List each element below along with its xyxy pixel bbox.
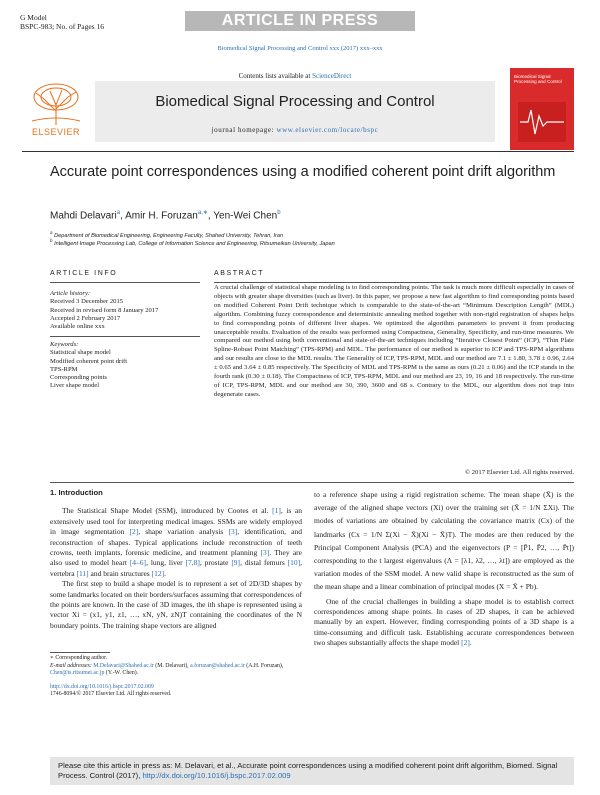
intro-paragraph: The Statistical Shape Model (SSM), introduced by Cootes et al. [1], is an extensively used tool for interpreting medical images. SSMs are widely employed in image segmentation [2], shape variation analysis [3], identification, and reconstruction of shapes. Typical applications include reconstruction of teeth crowns, teeth implants, forensic medicine, and treatment planning [3]. They are also used to model heart [4–6], lung, liver [7,8], prostate [9], distal femurs [10], vertebra [11] and brain structures [12].: [50, 506, 302, 578]
sciencedirect-link[interactable]: ScienceDirect: [312, 72, 352, 80]
article-info-heading: ARTICLE INFO: [50, 270, 118, 277]
citation-link[interactable]: [3]: [260, 548, 270, 558]
issn-line: 1746-8094/© 2017 Elsevier Ltd. All rights reserved.: [50, 691, 172, 698]
abstract-copyright: © 2017 Elsevier Ltd. All rights reserved.: [464, 469, 574, 476]
cite-doi-link[interactable]: http://dx.doi.org/10.1016/j.bspc.2017.02.009: [142, 771, 291, 780]
author-name[interactable]: Amir H. Foruzan: [125, 210, 198, 222]
author-affiliation-mark: a: [116, 210, 121, 216]
journal-homepage: [95, 126, 495, 134]
header-rule: [22, 151, 574, 152]
homepage-link[interactable]: www.elsevier.com/locate/bspc: [276, 126, 379, 134]
author-affiliation-mark: a,∗: [197, 210, 208, 216]
body-left-column: [50, 488, 302, 643]
article-in-press-banner: ARTICLE IN PRESS: [185, 11, 415, 31]
journal-cover-thumbnail[interactable]: [510, 68, 574, 150]
history-item: Accepted 2 February 2017: [50, 314, 121, 322]
info-rule: [50, 282, 200, 283]
affiliation: $^b$ Intelligent Image Processing Lab, College of Information Science and Engineering, Ritsumeikan University, Japan: [50, 238, 335, 247]
keyword: Modified coherent point drift: [50, 357, 128, 365]
keywords-rule: [50, 336, 200, 337]
cite-this-article-box: [50, 757, 574, 785]
keywords-list: [50, 341, 190, 391]
homepage-label: journal homepage:: [211, 126, 275, 134]
abstract-rule: [214, 282, 574, 283]
article-history: [50, 290, 190, 331]
section-heading: 1. Introduction: [50, 488, 103, 497]
contents-prefix: Contents lists available at: [238, 72, 311, 80]
intro-paragraph: One of the crucial challenges in building a shape model is to establish correct correspondences among shape points. In cases of 2D shapes, it can be achieved manually by an expert. However, finding corresponding points of a 3D shape is a time-consuming and difficult task. Establishing accurate correspondences between two shapes substantially affects the shape model [2].: [314, 596, 574, 648]
author-name[interactable]: Mahdi Delavari: [50, 210, 117, 222]
citation-link[interactable]: [2]: [461, 638, 470, 648]
citation-link[interactable]: [9]: [231, 558, 241, 568]
journal-citation-line[interactable]: Biomedical Signal Processing and Control xxx (2017) xxx–xxx: [217, 45, 383, 52]
abstract-text: A crucial challenge of statistical shape modeling is to find corresponding points. The task is much more difficult especially in cases of objects with greater shape diversities (such as liver). In this paper, we propose a new fast algorithm to find corresponding points based on modified Coherent Point Drift technique which is comparable to the state-of-the-art “Minimum Description Length” (MDL) algorithm. Combining fuzzy correspondence and deterministic annealing method together with non-rigid registration of shapes helps to find corresponding points of different liver shapes. We optimized the algorithm parameters to prevent it from producing unacceptable results. Evaluation of the results was performed using Compactness, Generality, Specificity, and run-time measures. We compared our method using both conventional and state-of-the-art techniques including “Iterative Closest Point” (ICP), “Thin Plate Spline-Robust Point Matching” (TPS-RPM) and MDL. The performance of our method is superior to ICP and TPS-RPM algorithms and our results are close to the MDL results. The Generality of ICP, TPS-RPM, MDL and our method are 7.1 ± 1.80, 3.78 ± 0.96, 2.64 ± 0.65 and 3.64 ± 0.85 respectively. The Specificity of MDL and TPS-RPM is the same as ours (0.21 ± 0.06) and the ICP stands in the fourth rank (0.30 ± 0.18). The Compactness of ICP, TPS-RPM, MDL and our method are 23, 19, 16 and 18 respectively. The run-time of ICP, TPS-RPM, MDL and our method are 30, 390, 3600 and 68 s. Contrary to the MDL, our algorithm does not trap into degenerate cases.: [214, 284, 574, 398]
intro-continued: to a reference shape using a rigid registration scheme. The mean shape (X̄) is the average of the aligned shape vectors (Xi) over the training set (X̄ = 1/N ΣXi). The modes of variations are obtained by calculating the covariance matrix (Cx) of the landmarks (Cx = 1/N Σ(Xi − X̄)(Xi − X̄)T). The modes are then reduced by the Principal Component Analysis (PCA) and the eigenvectors (P = [P̄1, P̄2, …, P̄t]) corresponding to the t largest eigenvalues (Λ = [λ1, λ2, …, λt]) are employed as the variation modes of the SSM model. A new valid shape is reconstructed as the sum of the mean shape and a linear combination of principal modes (X = X̄ + Pb).: [314, 490, 574, 592]
keyword: Corresponding points: [50, 374, 107, 382]
citation-link[interactable]: [1]: [272, 506, 281, 516]
history-item: Available online xxx: [50, 323, 105, 331]
keyword: Statistical shape model: [50, 349, 111, 357]
history-label: Article history:: [50, 290, 91, 297]
journal-name[interactable]: Biomedical Signal Processing and Control: [155, 93, 435, 110]
doi-link[interactable]: http://dx.doi.org/10.1016/j.bspc.2017.02.009: [50, 683, 154, 690]
citation-link[interactable]: [7,8]: [185, 558, 200, 568]
keyword: Liver shape model: [50, 382, 100, 390]
keywords-label: Keywords:: [50, 341, 79, 348]
cover-waveform-icon: [518, 102, 566, 142]
history-item: Received 3 December 2015: [50, 298, 124, 306]
citation-link[interactable]: [11]: [76, 568, 89, 578]
author-name[interactable]: Yen-Wei Chen: [213, 210, 278, 222]
contents-line: [95, 72, 495, 80]
cite-text: Please cite this article in press as: M. Delavari, et al., Accurate point correspondences using a modified coherent point drift algorithm, Biomed. Signal Process. Control (2017),: [58, 761, 558, 780]
citation-link[interactable]: [10]: [287, 558, 301, 568]
citation-link[interactable]: [4–6]: [129, 558, 147, 568]
abstract-heading: ABSTRACT: [214, 270, 265, 277]
keyword: TPS-RPM: [50, 365, 78, 373]
email-link[interactable]: M.Delavari@Shahed.ac.ir: [93, 662, 154, 669]
article-code: [20, 13, 104, 31]
citation-link[interactable]: [12]: [151, 568, 165, 578]
pages-label: BSPC-983; No. of Pages 16: [20, 22, 104, 31]
elsevier-tree-logo: [22, 81, 90, 126]
cover-title: Biomedical Signal Processing and Control: [514, 74, 562, 85]
gmodel-label: G Model: [20, 13, 47, 22]
affiliation: $^a$ Department of Biomedical Engineering, Engineering Faculty, Shahed University, Tehran, Iran: [50, 230, 284, 239]
intro-paragraph: The first step to build a shape model is to represent a set of 2D/3D shapes by some landmarks located on their borders/surfaces assuming that correspondences of the points are known. In the case of 3D images, the ith shape is represented using a vector Xi = (x1, y1, z1, …, xN, yN, zN)T containing the coordinates of the N boundary points. The training shape vectors are aligned: [50, 579, 302, 630]
corresponding-note: ∗ Corresponding author.: [50, 655, 108, 661]
citation-link[interactable]: [2]: [129, 527, 139, 537]
abstract-bottom-rule: [50, 482, 574, 483]
elsevier-wordmark: ELSEVIER: [31, 127, 81, 137]
article-title: Accurate point correspondences using a modified coherent point drift algorithm: [50, 164, 556, 180]
history-item: Received in revised form 8 January 2017: [50, 306, 159, 314]
footnotes: [50, 655, 302, 699]
footnote-rule: [50, 652, 110, 653]
email-link[interactable]: a.foruzan@shahed.ac.ir: [190, 662, 245, 669]
citation-link[interactable]: [3]: [228, 527, 238, 537]
email-link[interactable]: Chen@is.ritsumei.ac.jp: [50, 670, 105, 677]
author-affiliation-mark: b: [277, 210, 281, 216]
body-right-column: [314, 488, 574, 750]
email-addresses: E-mail addresses: M.Delavari@Shahed.ac.ir (M. Delavari), a.foruzan@shahed.ac.ir (A.H. Foruzan), Chen@is.ritsumei.ac.jp (Y.-W. Chen).: [50, 662, 284, 677]
author-list: Mahdi Delavari$^a$, Amir H. Foruzan$^{a,∗}$, Yen-Wei Chen$^b$: [50, 210, 281, 222]
